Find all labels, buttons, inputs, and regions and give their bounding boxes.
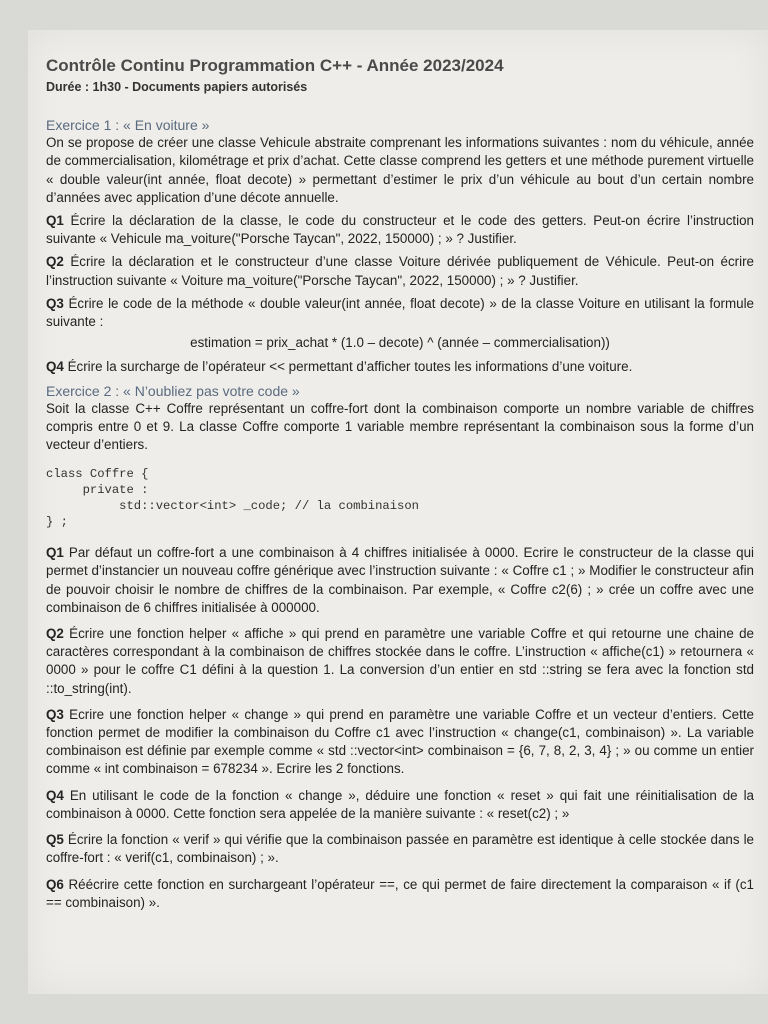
question-label: Q3 xyxy=(46,706,64,722)
question-label: Q1 xyxy=(46,213,64,229)
question-label: Q2 xyxy=(46,626,64,642)
question-text: En utilisant le code de la fonction « change », déduire une fonction « reset » qui fait une réinitialisation de la combinaison à 0000. Cette fonction sera appelée de la manière suivante : « reset(c2) ; » xyxy=(46,787,754,821)
ex2-question-6 xyxy=(46,876,754,912)
question-label: Q1 xyxy=(46,545,64,561)
question-text: Par défaut un coffre-fort a une combinaison à 4 chiffres initialisée à 0000. Ecrire le constructeur de la classe qui permet d’instancier un nouveau coffre générique avec l’instruction suivante : « Coffre c1 ; » Modifier le constructeur afin de pouvoir choisir le nombre de chiffres de la combinaison. Par exemple, « Coffre c2(6) ; » crée un coffre avec une combinaison de 6 chiffres initialisée à 000000. xyxy=(46,545,754,615)
ex1-question-3 xyxy=(46,295,754,331)
exam-sheet xyxy=(28,30,768,994)
question-label: Q3 xyxy=(46,295,64,311)
ex1-question-4 xyxy=(46,358,754,376)
exercise-2-title: Exercice 2 : « N’oubliez pas votre code » xyxy=(46,382,300,399)
question-label: Q4 xyxy=(46,359,64,375)
question-text: Écrire la surcharge de l’opérateur << permettant d’afficher toutes les informations d’une voiture. xyxy=(63,359,633,375)
question-label: Q2 xyxy=(46,254,64,270)
exam-title: Contrôle Continu Programmation C++ - Année 2023/2024 xyxy=(46,56,504,75)
question-label: Q4 xyxy=(46,787,64,803)
ex2-question-3 xyxy=(46,706,754,779)
ex1-question-1 xyxy=(46,212,754,248)
formula: estimation = prix_achat * (1.0 – decote) ^ (année – commercialisation)) xyxy=(190,335,610,351)
question-text: Écrire la déclaration et le constructeur d’une classe Voiture dérivée publiquement de Véhicule. Peut-on écrire l’instruction suivante « Voiture ma_voiture("Porsche Taycan", 2022, 150000) ; » ? Justifier. xyxy=(46,254,754,288)
question-text: Écrire la fonction « verif » qui vérifie que la combinaison passée en paramètre est identique à celle stockée dans le coffre-fort : « verif(c1, combinaison) ; ». xyxy=(46,832,754,866)
ex1-question-2 xyxy=(46,253,754,289)
question-label: Q6 xyxy=(46,876,64,892)
question-text: Ecrire une fonction helper « change » qui prend en paramètre une variable Coffre et un vecteur d’entiers. Cette fonction permet de modifier la combinaison du Coffre c1 avec l’instruction « change(c1, combinaison) ». La variable combinaison est définie par exemple comme « std ::vector<int> combinaison = {6, 7, 8, 2, 3, 4} ; » ou comme un entier comme « int combinaison = 678234 ». Ecrire les 2 fonctions. xyxy=(46,706,754,777)
ex2-question-2 xyxy=(46,625,754,698)
question-label: Q5 xyxy=(46,832,64,848)
exercise-1-intro: On se propose de créer une classe Vehicule abstraite comprenant les informations suivantes : nom du véhicule, année de commercialisation, kilométrage et prix d’achat. Cette classe comprend les getters et une méthode purement virtuelle « double valeur(int année, float decote) » permettant d’estimer le prix d’un véhicule au bout d’un certain nombre d’années avec application d’une décote annuelle. xyxy=(46,135,754,205)
question-text: Écrire une fonction helper « affiche » qui prend en paramètre une variable Coffre et qui retourne une chaine de caractères correspondant à la combinaison de chiffres stockée dans le coffre. L’instruction « affiche(c1) » retournera « 0000 » pour le coffre C1 défini à la question 1. La conversion d’un entier en std ::string se fera avec la fonction std ::to_string(int). xyxy=(46,626,754,696)
exam-subtitle: Durée : 1h30 - Documents papiers autorisés xyxy=(46,80,308,94)
code-listing: class Coffre { private : std::vector<int> _code; // la combinaison } ; xyxy=(46,467,419,530)
ex2-question-1 xyxy=(46,544,754,617)
exam-content xyxy=(46,56,754,920)
ex2-question-5 xyxy=(46,831,754,867)
question-text: Écrire le code de la méthode « double valeur(int année, float decote) » de la classe Voiture en utilisant la formule suivante : xyxy=(46,295,754,330)
question-text: Réécrire cette fonction en surchargeant l’opérateur ==, ce qui permet de faire directement la comparaison « if (c1 == combinaison) ». xyxy=(46,876,754,910)
ex2-question-4 xyxy=(46,787,754,823)
exercise-2-intro: Soit la classe C++ Coffre représentant un coffre-fort dont la combinaison comporte un nombre variable de chiffres compris entre 0 et 9. La classe Coffre comporte 1 variable membre représentant la combinaison sous la forme d’un vecteur d’entiers. xyxy=(46,400,754,453)
question-text: Écrire la déclaration de la classe, le code du constructeur et le code des getters. Peut-on écrire l’instruction suivante « Vehicule ma_voiture("Porsche Taycan", 2022, 150000) ; » ? Justifier. xyxy=(46,213,754,247)
exercise-1-title: Exercice 1 : « En voiture » xyxy=(46,117,210,134)
